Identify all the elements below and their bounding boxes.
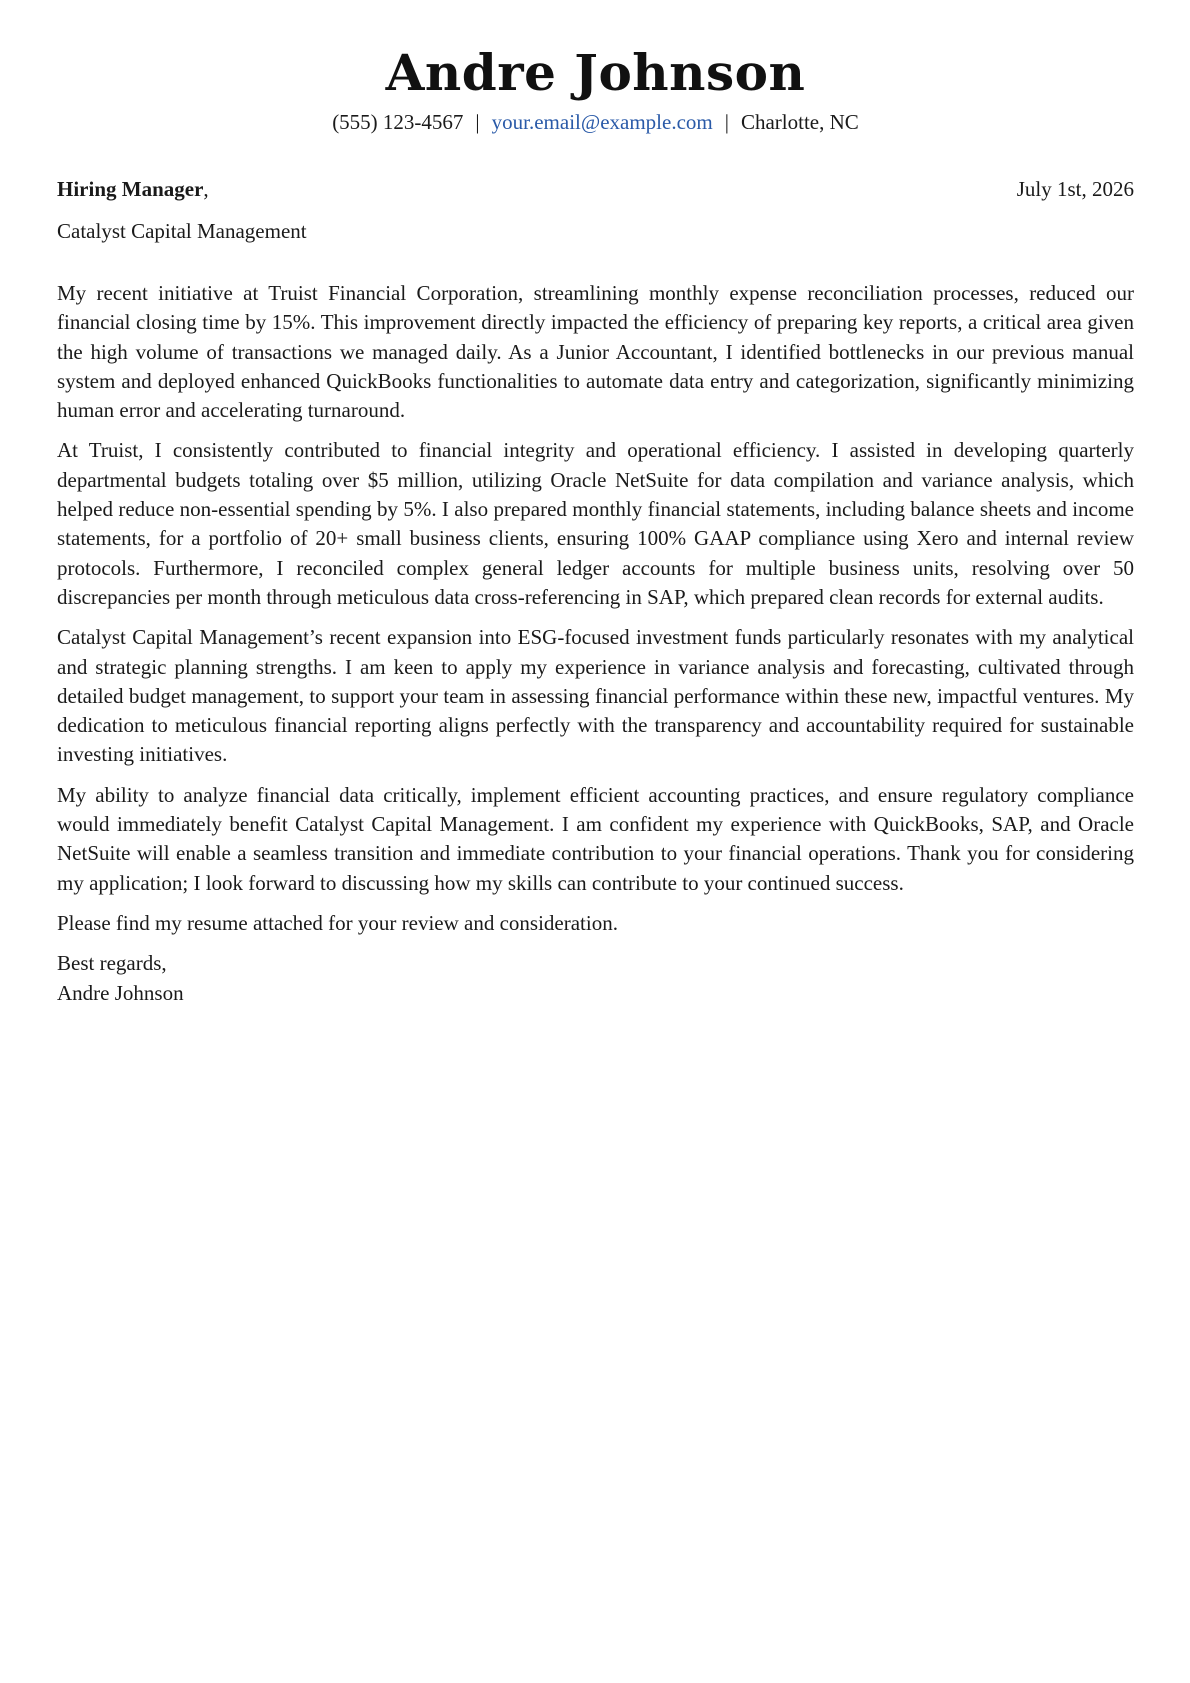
letter-body: [57, 279, 1134, 938]
body-paragraph: Please find my resume attached for your review and consideration.: [57, 910, 618, 935]
recipient-company: Catalyst Capital Management: [57, 219, 307, 243]
email-link[interactable]: your.email@example.com: [491, 110, 713, 134]
contact-line: [57, 110, 1134, 135]
applicant-name: Andre Johnson: [385, 43, 806, 102]
recipient-block: [57, 177, 209, 202]
contact-separator: |: [724, 110, 729, 134]
body-paragraph: Catalyst Capital Management’s recent expansion into ESG-focused investment funds particularly resonates with my analytical and strategic planning strengths. I am keen to apply my experience in variance analysis and forecasting, cultivated through detailed budget management, to support your team in assessing financial performance within these new, impactful ventures. My dedication to meticulous financial reporting aligns perfectly with the transparency and accountability required for sustainable investing initiatives.: [57, 625, 1134, 767]
body-paragraph: My recent initiative at Truist Financial Corporation, streamlining monthly expense reconciliation processes, reduced our financial closing time by 15%. This improvement directly impacted the efficiency of preparing key reports, a critical area given the high volume of transactions we managed daily. As a Junior Accountant, I identified bottlenecks in our previous manual system and deployed enhanced QuickBooks functionalities to automate data entry and categorization, significantly minimizing human error and accelerating turnaround.: [57, 281, 1134, 423]
closing-salutation: Best regards,: [57, 951, 167, 976]
recipient-name-suffix: ,: [203, 177, 209, 201]
recipient-date-row: [57, 177, 1134, 202]
body-paragraph: My ability to analyze financial data critically, implement efficient accounting practices, and ensure regulatory compliance would immediately benefit Catalyst Capital Management. I am confident my experience with QuickBooks, SAP, and Oracle NetSuite will enable a seamless transition and immediate contribution to your financial operations. Thank you for considering my application; I look forward to discussing how my skills can contribute to your continued success.: [57, 782, 1134, 895]
contact-separator: |: [475, 110, 480, 134]
phone-number: (555) 123-4567: [332, 110, 464, 134]
letter-closing: [57, 949, 1134, 1008]
closing-signature: Andre Johnson: [57, 980, 184, 1005]
recipient-name: Hiring Manager: [57, 177, 204, 201]
letter-date: July 1st, 2026: [1016, 177, 1134, 201]
body-paragraph: At Truist, I consistently contributed to financial integrity and operational efficiency. I assisted in developing quarterly departmental budgets totaling over $5 million, utilizing Oracle NetSuite for data compilation and variance analysis, which helped reduce non-essential spending by 5%. I also prepared monthly financial statements, including balance sheets and income statements, for a portfolio of 20+ small business clients, ensuring 100% GAAP compliance using Xero and internal review protocols. Furthermore, I reconciled complex general ledger accounts for multiple business units, resolving over 50 discrepancies per month through meticulous data cross-referencing in SAP, which prepared clean records for external audits.: [57, 438, 1134, 609]
location: Charlotte, NC: [740, 110, 859, 134]
